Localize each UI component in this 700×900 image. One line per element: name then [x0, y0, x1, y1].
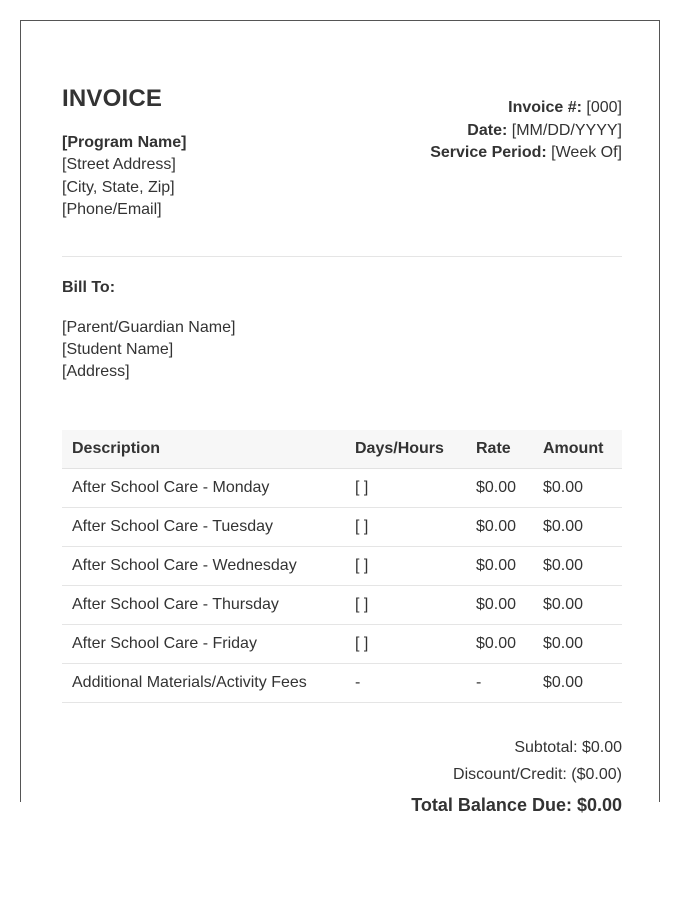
header-amount: Amount [533, 430, 622, 469]
row-description: After School Care - Wednesday [62, 547, 345, 586]
row-amount: $0.00 [533, 586, 622, 625]
row-description: After School Care - Thursday [62, 586, 345, 625]
bill-to-label: Bill To: [62, 279, 116, 296]
row-days-hours: [ ] [345, 469, 466, 508]
header-divider [62, 256, 622, 257]
row-days-hours: [ ] [345, 547, 466, 586]
program-info [62, 132, 186, 222]
subtotal-line: Subtotal: $0.00 [514, 739, 622, 756]
invoice-number-line [430, 97, 622, 120]
row-rate: $0.00 [466, 469, 533, 508]
row-amount: $0.00 [533, 664, 622, 703]
row-rate: $0.00 [466, 625, 533, 664]
row-description: After School Care - Tuesday [62, 508, 345, 547]
row-description: Additional Materials/Activity Fees [62, 664, 345, 703]
invoice-date-label: Date: [467, 121, 508, 139]
program-name: [Program Name] [62, 134, 187, 151]
row-description: After School Care - Monday [62, 469, 345, 508]
totals-block [453, 734, 622, 788]
row-days-hours: [ ] [345, 586, 466, 625]
bill-to-address: [Address] [62, 363, 130, 380]
header-description: Description [62, 430, 345, 469]
row-amount: $0.00 [533, 547, 622, 586]
row-amount: $0.00 [533, 508, 622, 547]
table-row [62, 664, 622, 703]
bill-to-details [62, 317, 235, 383]
program-contact: [Phone/Email] [62, 201, 162, 219]
guardian-name: [Parent/Guardian Name] [62, 319, 236, 336]
row-days-hours: - [345, 664, 466, 703]
total-balance-line: Total Balance Due: $0.00 [411, 795, 622, 815]
service-period-value: [Week Of] [551, 144, 622, 162]
table-row [62, 625, 622, 664]
row-amount: $0.00 [533, 469, 622, 508]
table-row [62, 469, 622, 508]
invoice-date-value: [MM/DD/YYYY] [511, 121, 622, 139]
row-description: After School Care - Friday [62, 625, 345, 664]
row-days-hours: [ ] [345, 508, 466, 547]
student-name: [Student Name] [62, 341, 174, 358]
invoice-meta [430, 97, 622, 165]
invoice-date-line [430, 120, 622, 143]
row-rate: $0.00 [466, 586, 533, 625]
table-row [62, 508, 622, 547]
invoice-number-label: Invoice #: [508, 99, 582, 116]
discount-line: Discount/Credit: ($0.00) [453, 766, 622, 783]
service-period-line [430, 142, 622, 165]
invoice-number-value: [000] [586, 99, 622, 116]
row-amount: $0.00 [533, 625, 622, 664]
row-rate: $0.00 [466, 508, 533, 547]
table-header-row [62, 430, 622, 469]
row-days-hours: [ ] [345, 625, 466, 664]
invoice-page [20, 20, 660, 815]
table-row [62, 586, 622, 625]
service-period-label: Service Period: [430, 144, 547, 162]
header-days-hours: Days/Hours [345, 430, 466, 469]
row-rate: $0.00 [466, 547, 533, 586]
header-rate: Rate [466, 430, 533, 469]
table-row [62, 547, 622, 586]
invoice-title: INVOICE [62, 85, 163, 112]
row-rate: - [466, 664, 533, 703]
line-items-table [62, 430, 622, 703]
program-city: [City, State, Zip] [62, 178, 175, 196]
program-street: [Street Address] [62, 156, 176, 174]
